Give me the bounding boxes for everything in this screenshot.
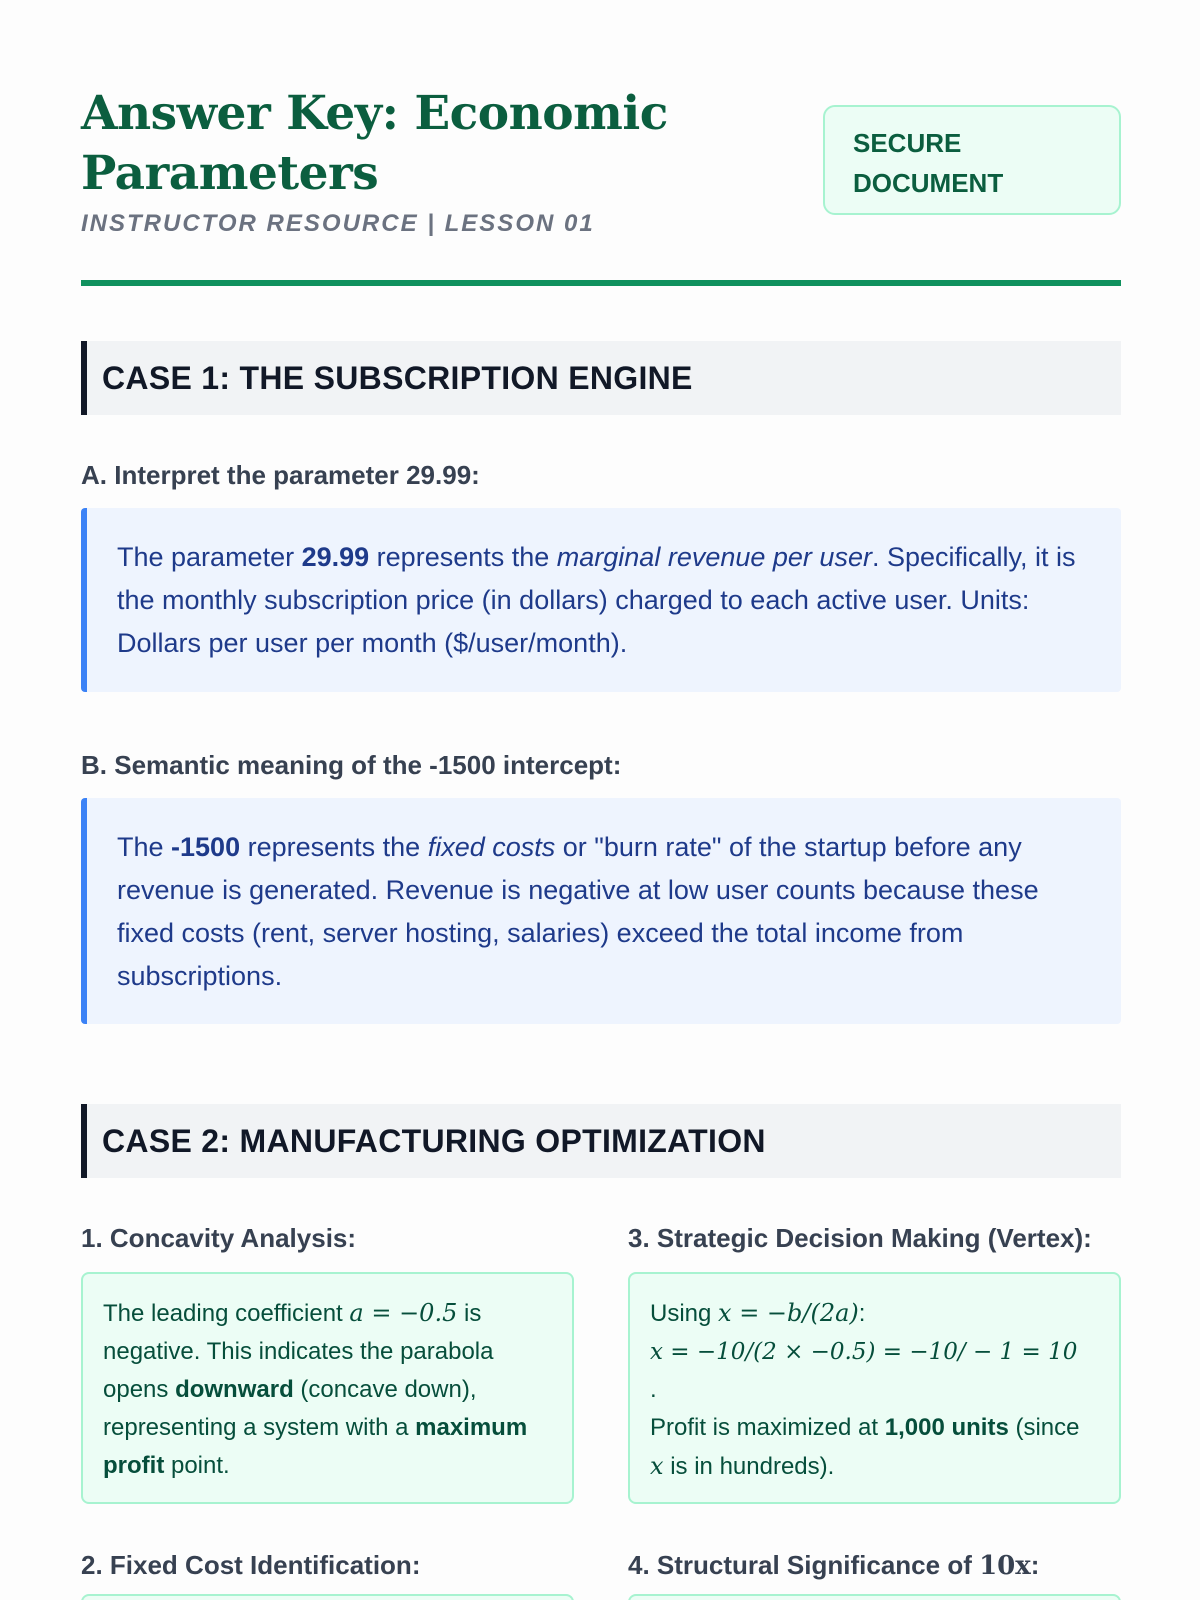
answer-a-text-3: . Specifically, it is the monthly subscription price (in dollars) charged to each active user. Units: Dollars per user per month ($/user/month). — [117, 542, 1076, 658]
answer-a-text-1: The parameter — [117, 542, 302, 572]
answer-3-box — [628, 1272, 1121, 1504]
answer-1-text-2: is negative. This indicates the parabola opens — [103, 1300, 494, 1403]
secure-document-badge: SECURE DOCUMENT — [823, 105, 1121, 215]
answer-b-text-1: The — [117, 832, 172, 862]
answer-b-text-2: represents the — [240, 832, 428, 862]
answer-4-box — [628, 1594, 1121, 1600]
answer-1-math: a = −0.5 — [349, 1299, 458, 1327]
answer-b-text-3: or "burn rate" of the startup before any revenue is generated. Revenue is negative at low user counts because these fixed costs (rent, server hosting, salaries) exceed the total income from subscriptions. — [117, 832, 1039, 991]
question-1-label: 1. Concavity Analysis: — [81, 1223, 357, 1253]
document-header — [81, 0, 1121, 290]
answer-3-period: . — [650, 1376, 657, 1403]
question-4-suffix: : — [1030, 1550, 1040, 1580]
answer-3-var: x — [650, 1452, 664, 1480]
answer-b-value: -1500 — [171, 832, 241, 862]
answer-3-line-4 — [650, 1409, 1099, 1486]
answer-3-bold: 1,000 units — [884, 1414, 1009, 1441]
question-2-label: 2. Fixed Cost Identification: — [81, 1550, 421, 1580]
answer-1-text-4: point. — [164, 1452, 230, 1479]
answer-b-box — [81, 798, 1121, 1024]
question-b-label: B. Semantic meaning of the -1500 intercept: — [81, 750, 622, 780]
page-title: Answer Key: Economic Parameters — [81, 86, 668, 201]
answer-a-term: marginal revenue per user — [556, 542, 872, 572]
answer-3-calculation: x = −10/(2 × −0.5) = −10/ − 1 = 10 — [650, 1339, 1078, 1365]
answer-a-text-2: represents the — [369, 542, 557, 572]
answer-key-page — [81, 0, 1121, 1581]
answer-a-box — [81, 508, 1121, 692]
answer-3-text-2: : — [858, 1300, 866, 1327]
case-1-heading: CASE 1: THE SUBSCRIPTION ENGINE — [81, 341, 1121, 415]
question-a-label: A. Interpret the parameter 29.99: — [81, 460, 480, 490]
answer-3-line-1 — [650, 1294, 1099, 1333]
header-divider — [81, 280, 1121, 286]
answer-3-formula: x = −b/(2a) — [718, 1299, 859, 1327]
answer-3-text-4: Profit is maximized at — [650, 1414, 885, 1441]
answer-1-text-3: (concave down), representing a system with a — [103, 1376, 477, 1441]
answer-1-text-1: The leading coefficient — [103, 1300, 350, 1327]
answer-3-text-6: is in hundreds). — [663, 1453, 835, 1480]
question-3-label: 3. Strategic Decision Making (Vertex): — [628, 1223, 1092, 1253]
page-subtitle: INSTRUCTOR RESOURCE | LESSON 01 — [81, 210, 595, 237]
answer-2-box — [81, 1594, 574, 1600]
answer-3-text-1: Using — [650, 1300, 719, 1327]
answer-1-bold-2: maximum profit — [103, 1414, 528, 1479]
answer-a-value: 29.99 — [301, 542, 370, 572]
answer-1-box — [81, 1272, 574, 1504]
question-4-prefix: 4. Structural Significance of — [628, 1550, 980, 1580]
question-4-math: 10x — [979, 1551, 1031, 1581]
answer-3-text-5: (since — [1008, 1414, 1080, 1441]
question-4-label — [628, 1550, 1039, 1581]
answer-1-bold-1: downward — [175, 1376, 294, 1403]
case-2-heading: CASE 2: MANUFACTURING OPTIMIZATION — [81, 1104, 1121, 1178]
answer-b-term: fixed costs — [427, 832, 556, 862]
